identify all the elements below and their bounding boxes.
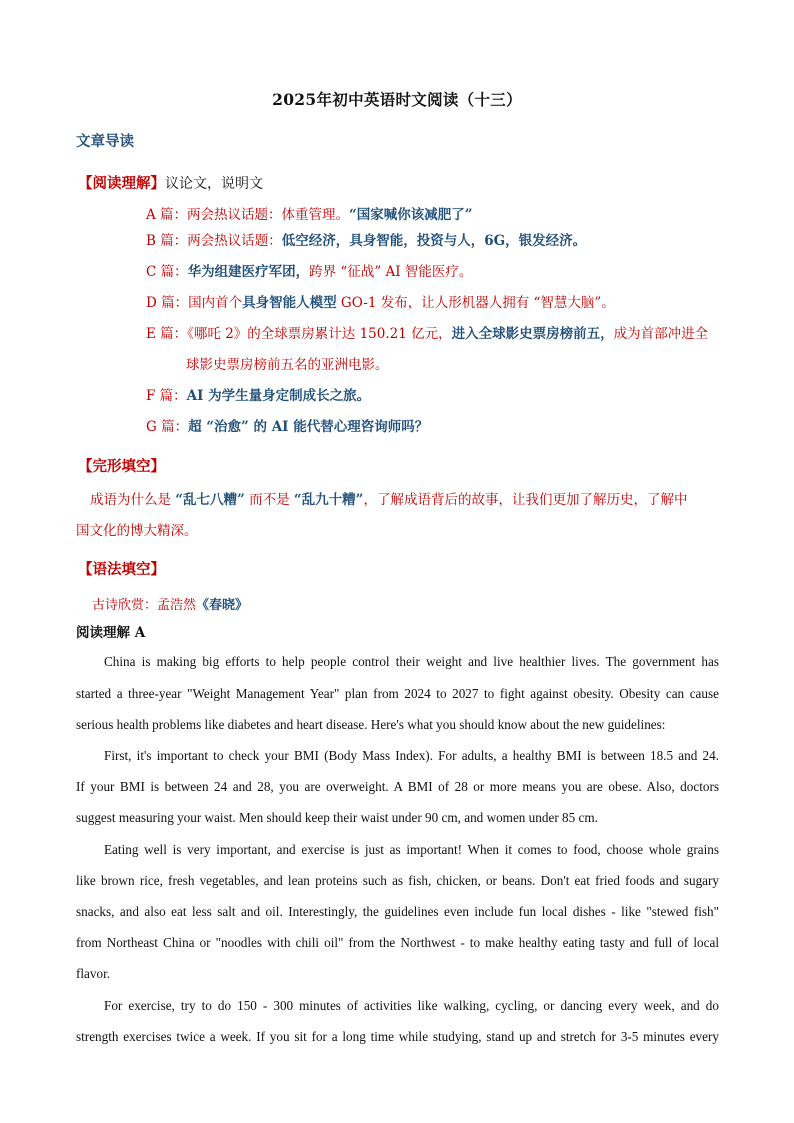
article-label: A 篇： (146, 207, 188, 223)
cloze-description-line2: 国文化的博大精深。 (76, 523, 198, 539)
article-item (146, 291, 615, 311)
grammar-section-heading (78, 558, 165, 579)
article-text: GO-1 发布，让人形机器人拥有 “智慧大脑”。 (336, 295, 615, 311)
article-text: AI 为学生量身定制成长之旅。 (186, 388, 371, 404)
passage-line: started a three-year "Weight Management Year" plan from 2024 to 2027 to fight against obesity. Obesity can cause (76, 686, 719, 701)
passage-line: flavor. (76, 966, 111, 981)
passage-line: like brown rice, fresh vegetables, and lean proteins such as fish, chicken, or beans. Don't eat fried foods and sugary (76, 873, 719, 888)
cloze-description-line1 (90, 488, 687, 508)
article-e-continuation: 球影史票房榜前五名的亚洲电影。 (186, 357, 389, 373)
passage-line: China is making big efforts to help people control their weight and live healthier lives. The government has (104, 654, 719, 669)
article-text: 超 “治愈” 的 AI 能代替心理咨询师吗？ (188, 419, 429, 435)
page-title: 2025年初中英语时文阅读（十三） (272, 90, 522, 109)
passage-line: Eating well is very important, and exercise is just as important! When it comes to food, choose whole grains (104, 842, 719, 857)
poem-line (92, 594, 248, 613)
article-item (146, 322, 708, 342)
reading-section-label: 【阅读理解】 (78, 175, 165, 192)
passage-line: from Northeast China or "noodles with chili oil" from the Northwest - to make healthy eating tasty and full of local (76, 935, 719, 950)
cloze-section-label: 【完形填空】 (78, 458, 165, 475)
article-text: 国内首个 (188, 295, 243, 311)
passage-line: snacks, and also eat less salt and oil. Interestingly, the guidelines even include fun local dishes - like "stewed fish" (76, 904, 719, 919)
article-text: “国家喊你该减肥了” (349, 207, 473, 223)
cloze-text: “乱九十糟” (293, 492, 364, 508)
cloze-text: “乱七八糟” (175, 492, 245, 508)
article-text: 成为首部冲进全 (613, 326, 709, 342)
article-text: 两会热议话题： (187, 233, 282, 249)
article-label: C 篇： (146, 264, 188, 280)
reading-section-genre: 议论文，说明文 (165, 176, 263, 192)
article-text: 低空经济，具身智能，投资与人，6G，银发经济。 (281, 233, 587, 249)
article-text: 具身智能人模型 (242, 295, 337, 311)
article-item (146, 229, 586, 249)
cloze-text: 成语为什么是 (90, 492, 176, 508)
poem-prefix: 古诗欣赏：孟浩然 (92, 598, 197, 613)
poem-title: 《春晓》 (196, 598, 249, 613)
cloze-section-heading (78, 455, 165, 476)
passage-line: suggest measuring your waist. Men should keep their waist under 90 cm, and women under 85 cm. (76, 810, 598, 825)
passage-line: serious health problems like diabetes and heart disease. Here's what you should know about the new guidelines: (76, 717, 666, 732)
article-label: D 篇： (146, 295, 189, 311)
passage-line: First, it's important to check your BMI (Body Mass Index). For adults, a healthy BMI is between 18.5 and 24. (104, 748, 719, 763)
grammar-section-label: 【语法填空】 (78, 561, 165, 578)
passage-line: strength exercises twice a week. If you sit for a long time while studying, stand up and stretch for 3-5 minutes every (76, 1029, 719, 1044)
cloze-text: ，了解成语背后的故事，让我们更加了解历史，了解中 (363, 492, 688, 508)
article-text: 进入全球影史票房榜前五， (451, 326, 614, 342)
article-text: 《哪吒 2》的全球票房累计达 150.21 亿元， (187, 326, 452, 342)
reading-a-heading: 阅读理解 A (76, 625, 146, 641)
article-label: F 篇： (146, 388, 187, 404)
article-text: 两会热议话题：体重管理。 (187, 207, 350, 223)
article-label: G 篇： (146, 419, 189, 435)
article-label: B 篇： (146, 233, 188, 249)
article-text: 华为组建医疗军团， (187, 264, 310, 280)
article-label: E 篇： (146, 326, 188, 342)
cloze-text: 而不是 (244, 492, 294, 508)
article-item (146, 203, 473, 223)
passage-line: If your BMI is between 24 and 28, you are overweight. A BMI of 28 or more means you are obese. Also, doctors (76, 779, 719, 794)
passage-line: For exercise, try to do 150 - 300 minutes of activities like walking, cycling, or dancing every week, and do (104, 998, 719, 1013)
article-item (146, 384, 370, 404)
guide-heading: 文章导读 (76, 133, 134, 150)
article-item (146, 415, 428, 435)
reading-section-heading (78, 172, 263, 193)
article-item (146, 260, 472, 280)
article-text: 跨界 “征战” AI 智能医疗。 (309, 264, 473, 280)
